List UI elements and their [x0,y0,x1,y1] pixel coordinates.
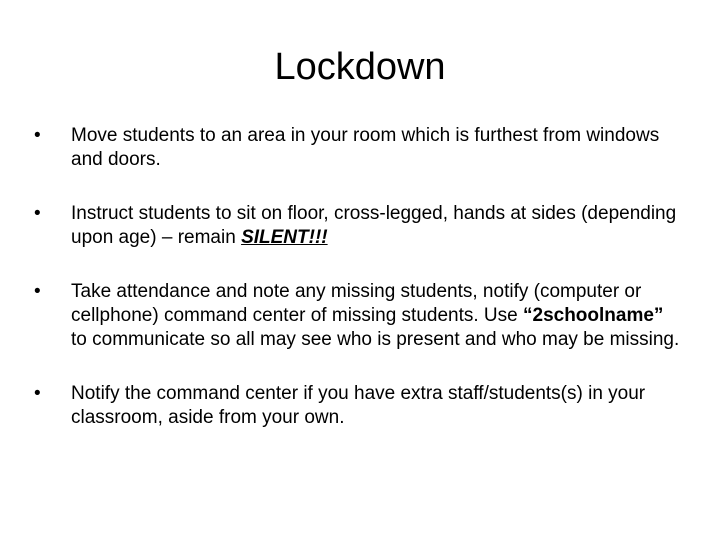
silent-emphasis: SILENT!!! [241,227,328,248]
bullet-point-icon: • [34,203,41,224]
bullet-text: Notify the command center if you have extra staff/students(s) in your classroom, aside from your own. [71,383,646,428]
bullet-point-icon: • [34,281,41,302]
bullet-text-continued: to communicate so all may see who is present and who may be missing. [71,329,680,350]
bullet-item-move-students [34,124,684,172]
bullet-point-icon: • [34,125,41,146]
bullet-item-instruct-students [34,202,684,250]
bullet-text: Take attendance and note any missing students, notify (computer or cellphone) command center of missing students. Use [71,281,642,326]
bullet-list [34,124,684,430]
bullet-text: Move students to an area in your room which is furthest from windows and doors. [71,125,660,170]
bullet-point-icon: • [34,383,41,404]
bullet-item-notify-command-center [34,382,684,430]
bullet-text: Instruct students to sit on floor, cross-legged, hands at sides (depending upon age) – remain [71,203,677,248]
school-name-emphasis: “2schoolname” [523,305,664,326]
bullet-item-take-attendance [34,280,684,352]
slide-title: Lockdown [274,46,446,88]
